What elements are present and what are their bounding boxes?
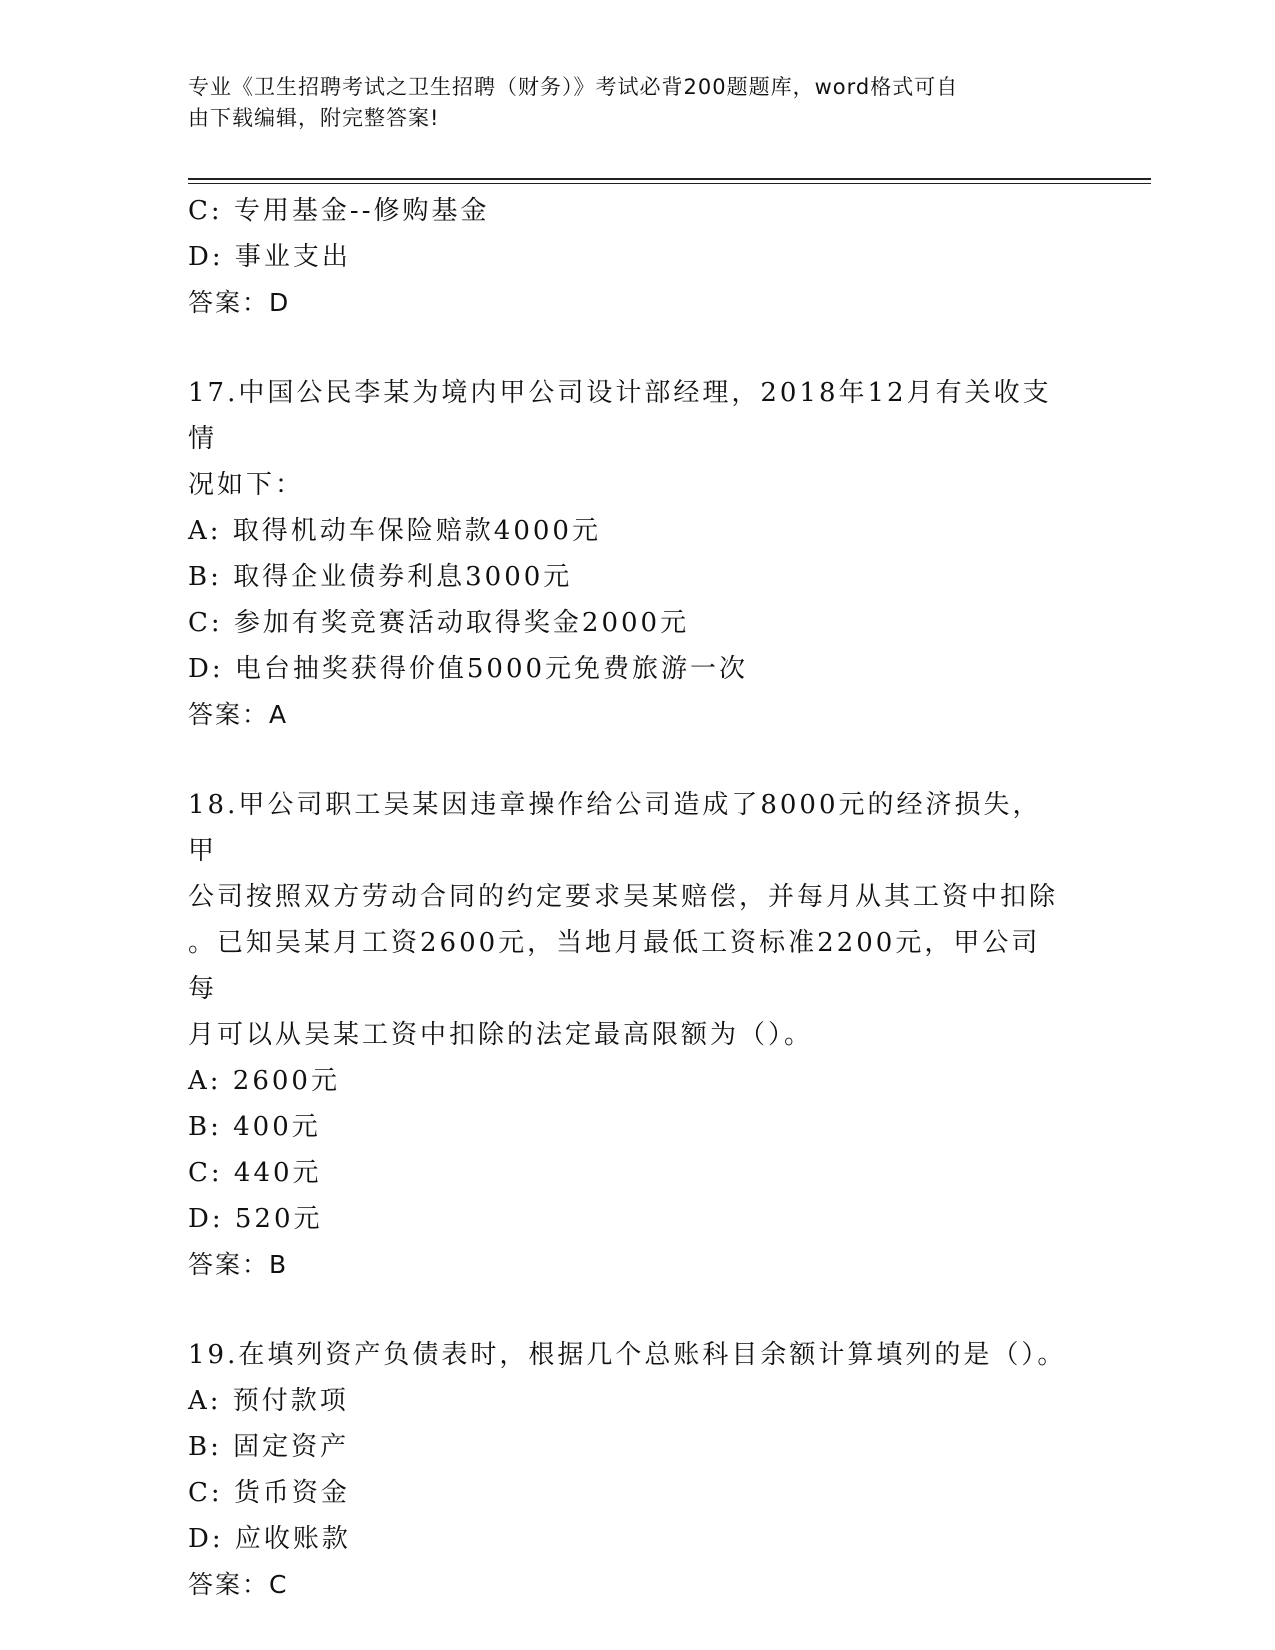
question-text-line: 19.在填列资产负债表时，根据几个总账科目余额计算填列的是（）。 (188, 1340, 1067, 1370)
question-19 (188, 1332, 1068, 1608)
header-rule-thin (188, 183, 1151, 184)
answer: 答案：A (188, 700, 289, 729)
question-text-line: 公司按照双方劳动合同的约定要求吴某赔偿，并每月从其工资中扣除 (188, 882, 1059, 912)
option-a: A: 2600元 (188, 1066, 340, 1096)
header-line-2: 由下载编辑，附完整答案! (188, 106, 440, 130)
option-a: A: 预付款项 (188, 1386, 349, 1416)
option-b: B: 400元 (188, 1112, 321, 1142)
option-c: C: 专用基金--修购基金 (188, 196, 490, 226)
question-text-line: 17.中国公民李某为境内甲公司设计部经理，2018年12月有关收支情 (188, 378, 1052, 454)
question-17 (188, 370, 1068, 738)
option-b: B: 固定资产 (188, 1432, 350, 1462)
option-c: C: 440元 (188, 1158, 322, 1188)
question-text-line: 。已知吴某月工资2600元，当地月最低工资标准2200元，甲公司每 (188, 928, 1041, 1004)
option-d: D: 520元 (188, 1204, 323, 1234)
option-c: C: 参加有奖竞赛活动取得奖金2000元 (188, 608, 690, 638)
answer: 答案：C (188, 1570, 289, 1599)
option-d: D: 电台抽奖获得价值5000元免费旅游一次 (188, 654, 749, 684)
question-list (188, 188, 1068, 1608)
option-a: A: 取得机动车保险赔款4000元 (188, 516, 601, 546)
header-line-1: 专业《卫生招聘考试之卫生招聘（财务）》考试必背200题题库，word格式可自 (188, 75, 959, 99)
option-b: B: 取得企业债券利息3000元 (188, 562, 573, 592)
header-rule-thick (188, 178, 1151, 180)
option-c: C: 货币资金 (188, 1478, 350, 1508)
question-text-line: 18.甲公司职工吴某因违章操作给公司造成了8000元的经济损失，甲 (188, 790, 1042, 866)
option-d: D: 事业支出 (188, 242, 351, 272)
question-text-line: 况如下： (188, 470, 305, 500)
question-16 (188, 188, 1068, 326)
document-header (188, 72, 1068, 134)
answer: 答案：B (188, 1250, 289, 1279)
question-18 (188, 782, 1068, 1288)
question-text-line: 月可以从吴某工资中扣除的法定最高限额为（）。 (188, 1020, 814, 1050)
answer: 答案：D (188, 288, 291, 317)
option-d: D: 应收账款 (188, 1524, 351, 1554)
